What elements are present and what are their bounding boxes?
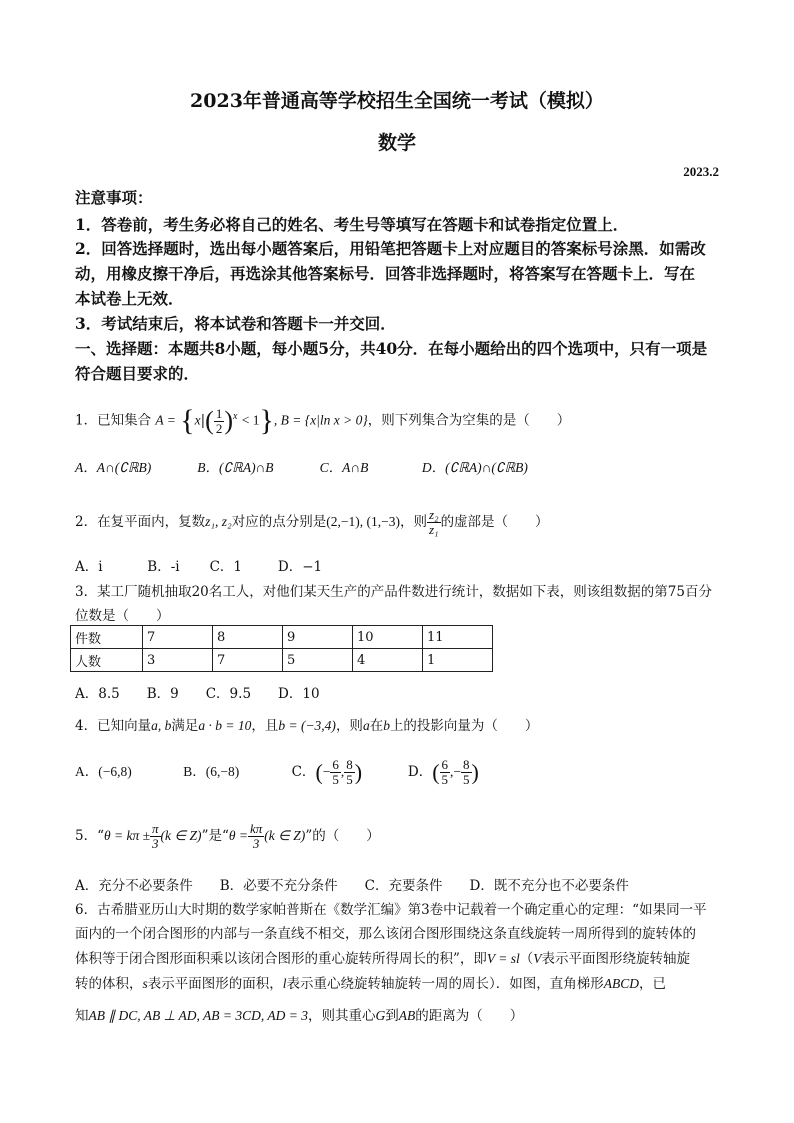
table-cell: 7 (143, 626, 213, 649)
q4-mid2: ，且 (251, 718, 279, 734)
section-heading-2: 符合题目要求的． (75, 364, 200, 383)
q4-vectors: a, b (151, 718, 172, 733)
q1-set-b: , B = {x|ln x > 0} (273, 412, 368, 428)
q2-mid2: ，则 (399, 514, 427, 530)
q1-option-c[interactable]: C．A∩B (319, 460, 369, 475)
q1-option-b[interactable]: B．(∁ℝA)∩B (197, 460, 274, 475)
table-cell: 10 (353, 626, 423, 649)
q2-option-d[interactable]: D．−1 (277, 559, 323, 575)
q6-line-5: 知AB ∥ DC, AB ⊥ AD, AB = 3CD, AD = 3，则其重心G到AB的距离为（ ） (75, 1008, 524, 1024)
q2-suffix: 的虚部是（ ） (440, 514, 549, 530)
question-4 (75, 714, 538, 734)
q4-option-a[interactable]: A．(−6,8) (75, 764, 132, 779)
table-row (71, 649, 493, 672)
q1-option-d[interactable]: D．(∁ℝA)∩(∁ℝB) (421, 460, 528, 475)
q1-options (75, 456, 528, 476)
q4-option-b[interactable]: B．(6,−8) (183, 764, 240, 779)
q1-set-a-tail: < 1 (241, 412, 260, 428)
q5-expr1-a: θ = kπ ± (104, 828, 151, 843)
section-heading-1: 一、选择题：本题共8小题，每小题5分，共40分．在每小题给出的四个选项中，只有一项是 (75, 339, 708, 358)
table-cell: 7 (213, 649, 283, 672)
q4-b: b (383, 718, 390, 733)
notice-item-2a: 2．回答选择题时，选出每小题答案后，用铅笔把答题卡上对应题目的答案标号涂黑．如需改 (75, 239, 706, 258)
q5-expr2-a: θ = (228, 828, 248, 843)
q1-option-a[interactable]: A．A∩(∁ℝB) (75, 460, 152, 475)
notice-item-3: 3．考试结束后，将本试卷和答题卡一并交回． (75, 314, 396, 333)
q2-option-c[interactable]: C．1 (209, 559, 243, 575)
q5-suffix: ”的（ ） (305, 828, 380, 844)
table-cell: 9 (283, 626, 353, 649)
q4-option-c[interactable]: C．(− $\frac{6}{5}$ , $\frac{8}{5}$ ) (291, 757, 363, 787)
q4-mid: 满足 (171, 718, 199, 734)
table-cell: 件数 (71, 626, 143, 649)
q5-expr1-fraction: $\frac{\pi}{3}$ (152, 821, 159, 851)
q3-line-2: 位数是（ ） (75, 608, 170, 624)
q5-expr2-fraction: $\frac{k\pi}{3}$ (250, 821, 263, 851)
q6-line-2: 面内的一个闭合图形的内部与一条直线不相交，那么该闭合图形围绕这条直线旋转一周所得到的旋转体的 (75, 926, 696, 942)
q5-mid: ”是“ (201, 828, 229, 844)
q5-expr2-b: (k ∈ Z) (264, 828, 306, 843)
exam-date: 2023.2 (683, 164, 719, 179)
q2-prefix: 2．在复平面内，复数 (75, 514, 206, 530)
q4-a: a (362, 718, 370, 733)
q1-suffix: ，则下列集合为空集的是（ ） (367, 412, 571, 429)
q4-option-d[interactable]: D．( $\frac{6}{5}$ ,− $\frac{8}{5}$ ) (407, 757, 479, 787)
subject-title: 数学 (377, 132, 416, 154)
q6-line-3: 体积等于闭合图形面积乘以该闭合图形的重心旋转所得周长的积”，即V = sl（V表示平面图形绕旋转轴旋 (75, 951, 691, 967)
notice-item-2b: 动，用橡皮擦干净后，再选涂其他答案标号．回答非选择题时，将答案写在答题卡上．写在 (75, 264, 696, 283)
q1-set-a-lhs: A = (155, 412, 176, 428)
table-cell: 8 (213, 626, 283, 649)
notice-item-1: 1．答卷前，考生务必将自己的姓名、考生号等填写在答题卡和试卷指定位置上． (75, 215, 629, 234)
q4-suffix: 上的投影向量为（ ） (389, 718, 539, 734)
q4-options (75, 758, 479, 787)
q5-expr1-b: (k ∈ Z) (160, 828, 202, 843)
q5-options[interactable]: A．充分不必要条件 B．必要不充分条件 C．充要条件 D．既不充分也不必要条件 (75, 878, 629, 894)
q3-options[interactable]: A．8.5 B．9 C．9.5 D．10 (75, 686, 320, 702)
q1-half-fraction: $\frac{1}{2}$ (215, 405, 223, 436)
q2-mid: 对应的点分别是 (231, 514, 327, 530)
q2-fraction: $\frac{\text{z₂}}{\text{z₁}}$ (428, 507, 439, 537)
q1-exponent: x (233, 411, 238, 422)
exam-title: 2023年普通高等学校招生全国统一考试（模拟） (190, 90, 604, 112)
q3-line-1: 3．某工厂随机抽取20名工人，对他们某天生产的产品件数进行统计，数据如下表，则该组数据的第75百分 (75, 584, 712, 600)
q4-mid3: ，则 (335, 718, 363, 734)
table-cell: 11 (423, 626, 493, 649)
question-2 (75, 508, 549, 537)
q4-b-value: b = (−3,4) (278, 718, 336, 733)
q2-option-b[interactable]: B．-i (147, 559, 180, 575)
q2-option-a[interactable]: A．i (75, 559, 103, 575)
q3-data-table (70, 625, 493, 672)
q1-prefix: 1．已知集合 (75, 412, 152, 429)
q4-prefix: 4．已知向量 (75, 718, 152, 734)
table-cell: 人数 (71, 649, 143, 672)
q4-mid4: 在 (369, 718, 384, 734)
table-cell: 4 (353, 649, 423, 672)
table-row (71, 626, 493, 649)
notice-item-2c: 本试卷上无效． (75, 289, 184, 308)
q2-options (75, 555, 322, 575)
question-1: 1．已知集合 A = {x|( $\frac{1}{2}$ )$^x$ < 1}, B = {x|ln x > 0}，则下列集合为空集的是（ ） (75, 404, 571, 437)
question-5 (75, 822, 380, 851)
q4-condition: a · b = 10 (198, 718, 252, 733)
q5-prefix: 5．“ (75, 828, 104, 844)
table-cell: 1 (423, 649, 493, 672)
q6-line-1: 6．古希腊亚历山大时期的数学家帕普斯在《数学汇编》第3卷中记载着一个确定重心的定理：“如果同一平 (75, 902, 707, 918)
notice-heading: 注意事项： (75, 188, 153, 207)
q1-set-a-var: x (194, 412, 201, 428)
table-cell: 5 (283, 649, 353, 672)
q6-line-4: 转的体积，s表示平面图形的面积，l表示重心绕旋转轴旋转一周的周长）．如图，直角梯形ABCD，已 (75, 976, 667, 992)
table-cell: 3 (143, 649, 213, 672)
q2-points: (2,−1), (1,−3) (326, 514, 400, 529)
q2-vars: z₁, z₂ (205, 514, 232, 529)
